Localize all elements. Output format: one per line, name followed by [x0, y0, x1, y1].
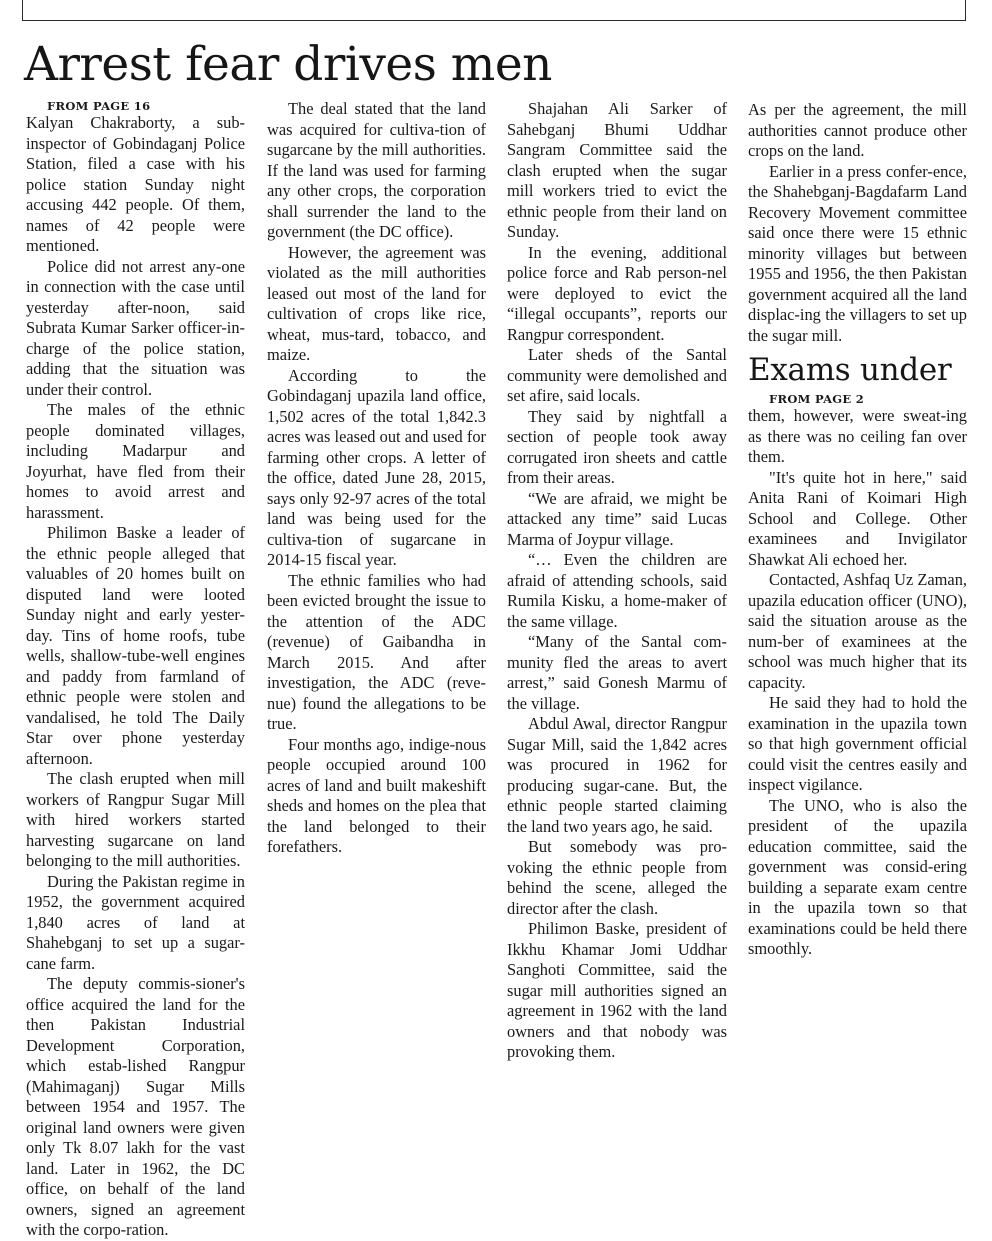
frame-rule-right	[965, 0, 966, 21]
article-paragraph: The UNO, who is also the president of the upazila education committee, said the government was consid-ering building a separate exam centre in the upazila town so that examinations could be held there smoothly.	[748, 795, 967, 958]
article-column-4	[748, 100, 967, 1104]
article-paragraph: them, however, were sweat-ing as there was no ceiling fan over them.	[748, 406, 967, 466]
article-paragraph: The ethnic families who had been evicted brought the issue to the attention of the ADC (revenue) of Gaibandha in March 2015. And after investigation, the ADC (reve-nue) found the allegations to be true.	[267, 570, 486, 733]
article-paragraph: “… Even the children are afraid of attending schools, said Rumila Kisku, a home-maker of the same village.	[507, 550, 727, 631]
article-paragraph: During the Pakistan regime in 1952, the government acquired 1,840 acres of land at Shahebganj to set up a sugar-cane farm.	[26, 871, 245, 973]
article-paragraph: Four months ago, indige-nous people occupied around 100 acres of land and built makeshift sheds and homes on the plea that the land belonged to their forefathers.	[267, 734, 486, 856]
article-paragraph: But somebody was pro-voking the ethnic people from behind the scene, alleged the director after the clash.	[507, 837, 727, 918]
article-paragraph: The clash erupted when mill workers of Rangpur Sugar Mill with hired workers started harvesting sugarcane on land belonging to the mill authorities.	[26, 769, 245, 870]
article-paragraph: Contacted, Ashfaq Uz Zaman, upazila education officer (UNO), said the situation arouse as the num-ber of examinees at the school was much higher that its capacity.	[748, 570, 967, 692]
article-paragraph: In the evening, additional police force and Rab person-nel were deployed to evict the “illegal occupants”, reports our Rangpur correspondent.	[507, 242, 727, 344]
article-paragraph: Philimon Baske, president of Ikkhu Khamar Jomi Uddhar Sanghoti Committee, said the sugar mill authorities signed an agreement in 1962 with the land owners and that nobody was provoking them.	[507, 919, 727, 1061]
article-paragraph: Police did not arrest any-one in connection with the case until yesterday after-noon, said Subrata Kumar Sarker officer-in-charge of the police station, adding that the situation was under their control.	[26, 256, 245, 399]
article-paragraph: As per the agreement, the mill authorities cannot produce other crops on the land.	[748, 100, 967, 160]
article-paragraph: “We are afraid, we might be attacked any time” said Lucas Marma of Joypur village.	[507, 488, 727, 549]
article-paragraph: Abdul Awal, director Rangpur Sugar Mill, said the 1,842 acres was procured in 1962 for producing sugar-cane. But, the ethnic people started claiming the land two years ago, he said.	[507, 714, 727, 836]
article-paragraph: He said they had to hold the examination in the upazila town so that high government official could visit the centres easily and inspect vigilance.	[748, 693, 967, 794]
article-paragraph: They said by nightfall a section of people took away corrugated iron sheets and cattle from their areas.	[507, 406, 727, 487]
article-paragraph: Shajahan Ali Sarker of Sahebganj Bhumi Uddhar Sangram Committee said the clash erupted when the sugar mill workers tried to evict the ethnic people from their land on Sunday.	[507, 99, 727, 241]
article-column-2	[267, 99, 486, 1103]
article-paragraph: "It's quite hot in here," said Anita Rani of Koimari High School and College. Other examinees and Invigilator Shawkat Ali echoed her.	[748, 467, 967, 569]
article-paragraph: The males of the ethnic people dominated villages, including Madarpur and Joyurhat, have fled from their homes to avoid arrest and harassment.	[26, 400, 245, 522]
article-paragraph: Philimon Baske a leader of the ethnic people alleged that valuables of 20 homes built on disputed land were looted Sunday night and early yester-day. Tins of home roofs, tube wells, shallow-tube-well engines and paddy from farmland of ethnic people were stolen and vandalised, he told The Daily Star over phone yesterday afternoon.	[26, 523, 245, 768]
article-paragraph: Earlier in a press confer-ence, the Shahebganj-Bagdafarm Land Recovery Movement committee said once there were 15 ethnic minority villages but between 1955 and 1956, the then Pakistan government acquired all the land displac-ing the villagers to set up the sugar mill.	[748, 161, 967, 345]
article-paragraph: Later sheds of the Santal community were demolished and set afire, said locals.	[507, 345, 727, 405]
article-paragraph: The deal stated that the land was acquired for cultiva-tion of sugarcane by the mill authorities. If the land was used for farming any other crops, the corporation shall surrender the land to the government (the DC office).	[267, 99, 486, 241]
story-headline: Arrest fear drives men	[24, 37, 552, 92]
article-column-1	[26, 99, 245, 1239]
article-column-3	[507, 99, 727, 1103]
article-paragraph: Kalyan Chakraborty, a sub-inspector of Gobindaganj Police Station, filed a case with his police station Sunday night accusing 442 people. Of them, names of 42 people were mentioned.	[26, 113, 245, 255]
article-paragraph: According to the Gobindaganj upazila land office, 1,502 acres of the total 1,842.3 acres was leased out and used for farming other crops. A letter of the office, dated June 28, 2015, says only 92-97 acres of the total land was being used for the cultiva-tion of sugarcane in 2014-15 fiscal year.	[267, 365, 486, 569]
article-paragraph: However, the agreement was violated as the mill authorities leased out most of the land for cultivation of crops like rice, wheat, mus-tard, tobacco, and maize.	[267, 242, 486, 364]
frame-rule-left	[22, 0, 23, 21]
jump-line: FROM PAGE 16	[47, 99, 151, 113]
jump-line: FROM PAGE 2	[769, 392, 865, 406]
second-story-headline: Exams under	[748, 352, 952, 388]
article-paragraph: The deputy commis-sioner's office acquired the land for the then Pakistan Industrial Development Corporation, which estab-lished Rangpur (Mahimaganj) Sugar Mills between 1954 and 1957. The original land owners were given only Tk 8.07 lakh for the vast land. Later in 1962, the DC office, on behalf of the land owners, signed an agreement with the corpo-ration.	[26, 974, 245, 1239]
section-divider	[22, 20, 966, 21]
article-paragraph: “Many of the Santal com-munity fled the areas to avert arrest,” said Gonesh Marmu of the village.	[507, 632, 727, 713]
